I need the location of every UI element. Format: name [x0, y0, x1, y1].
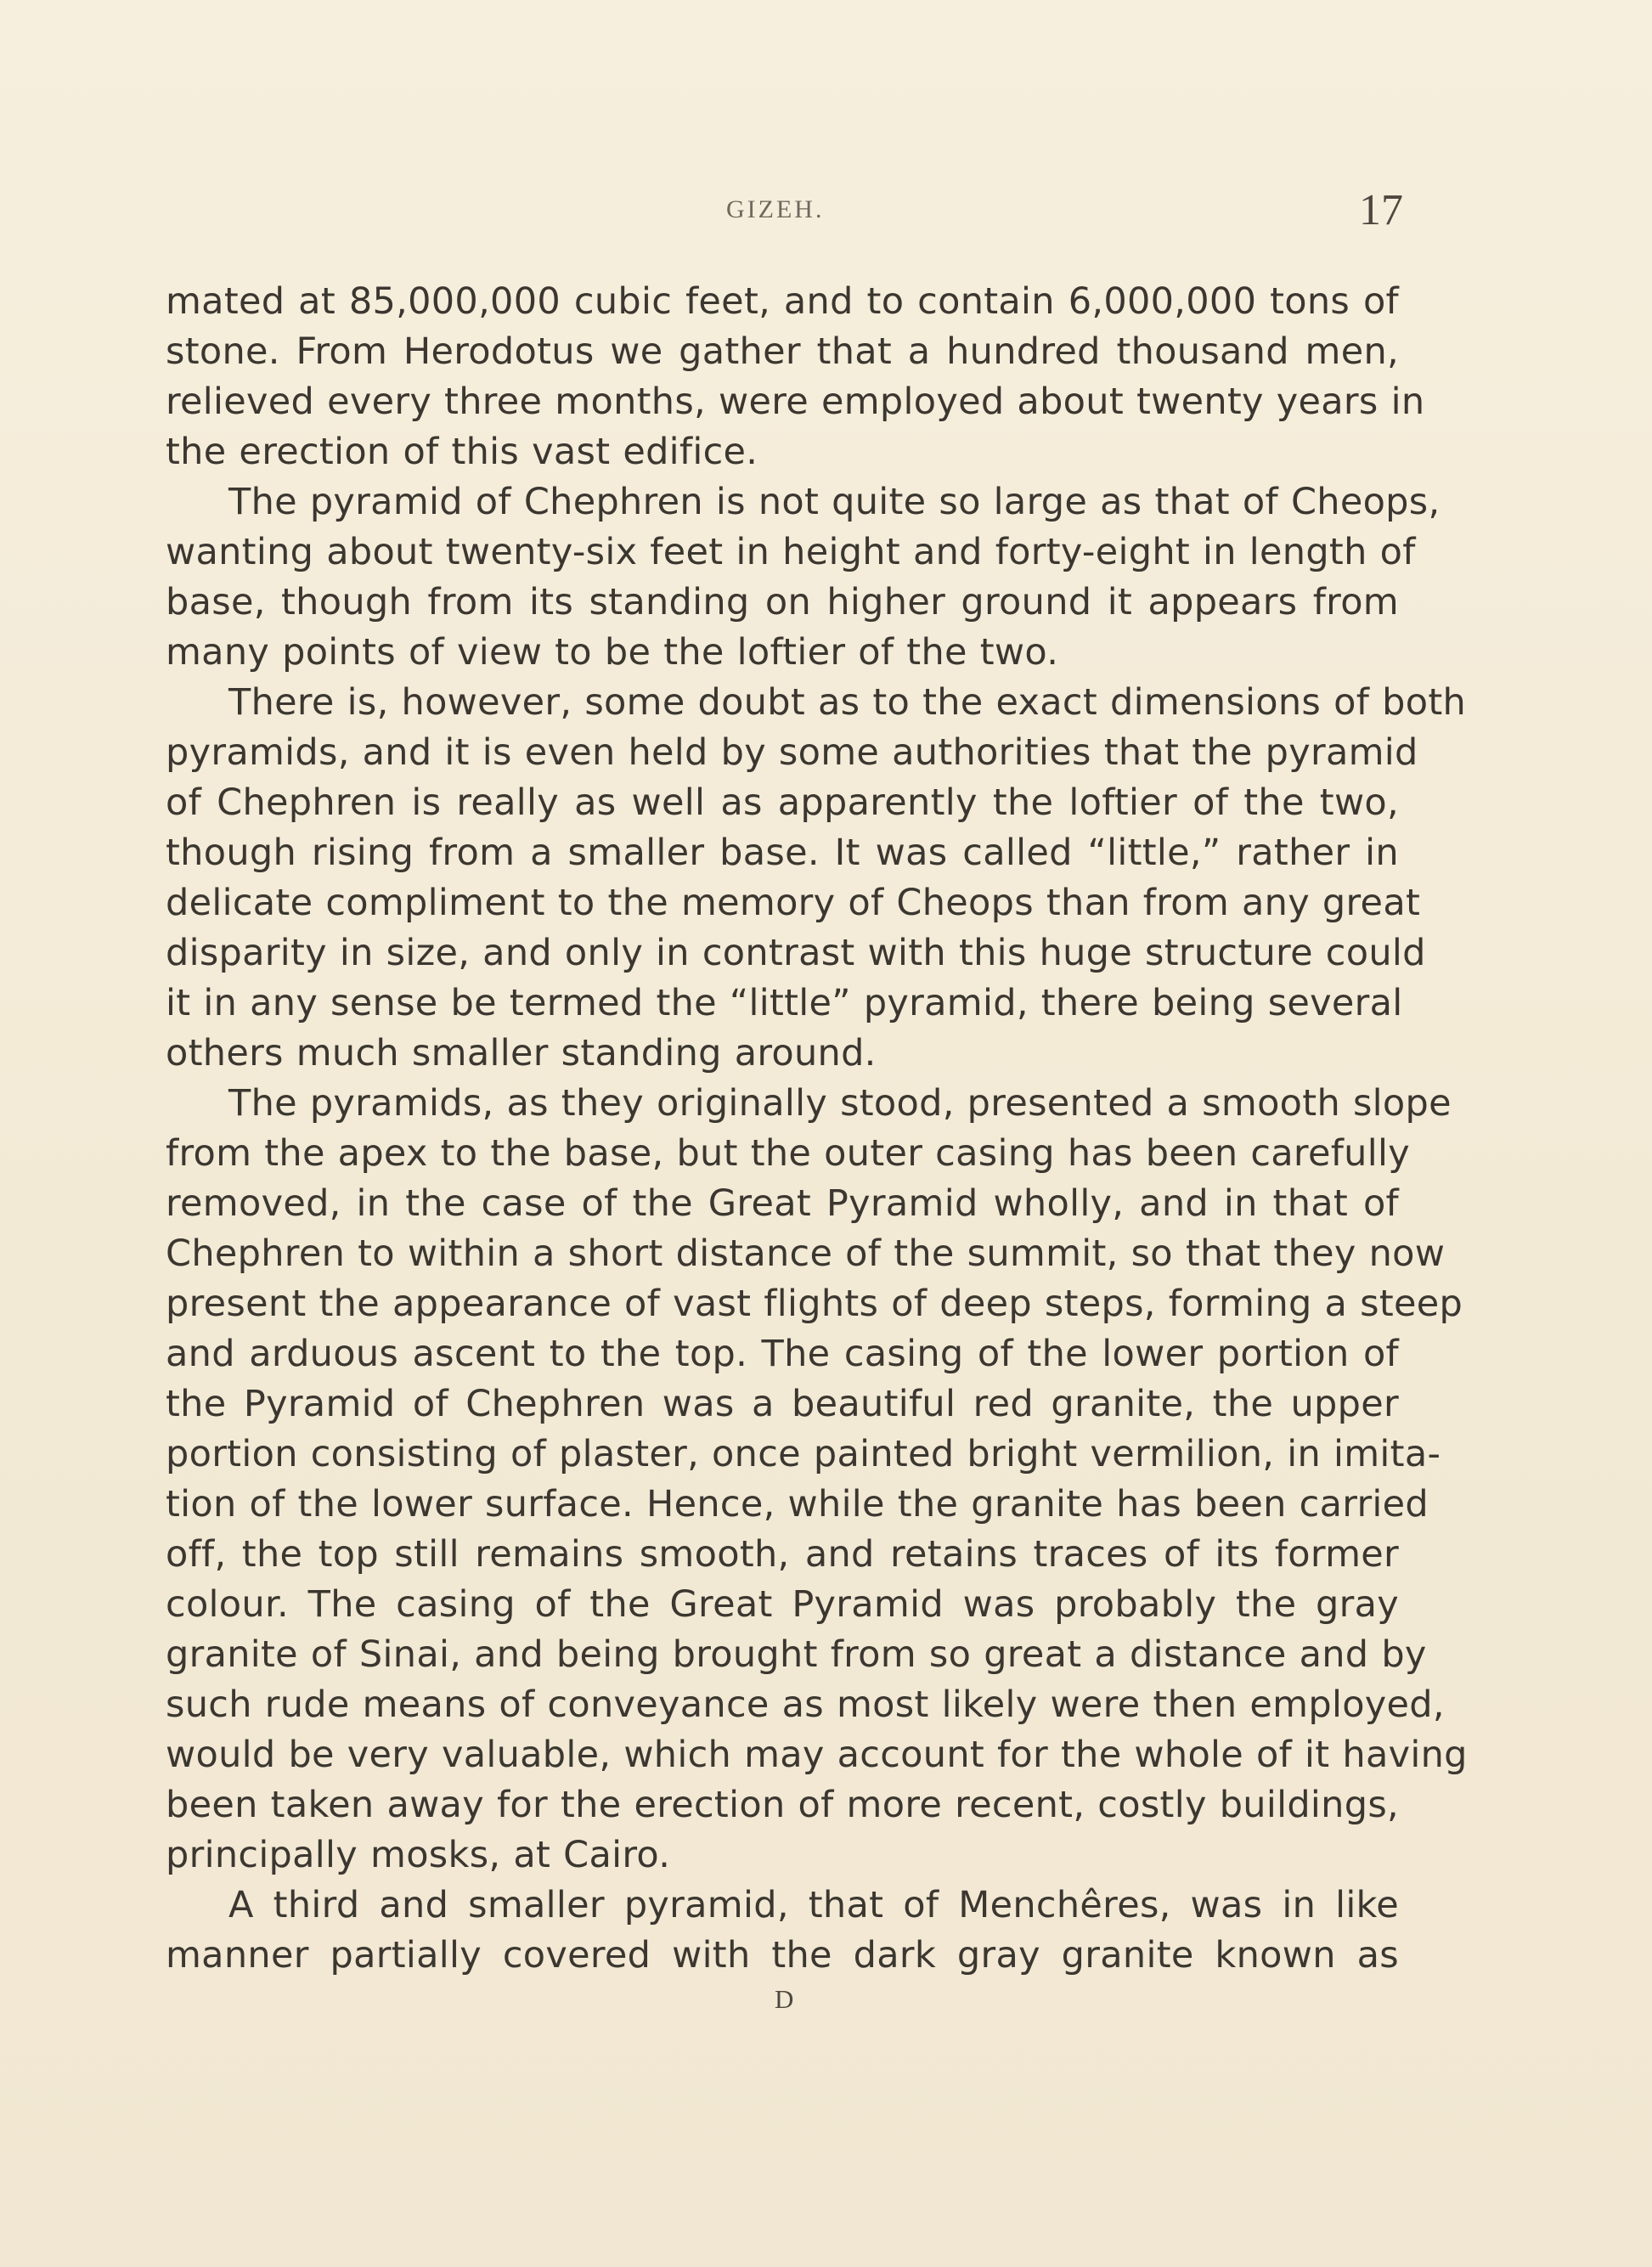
text-line: stone. From Herodotus we gather that a hundred thousand men,: [166, 330, 1399, 373]
text-line: base, though from its standing on higher ground it appears from: [166, 581, 1399, 623]
body-text: [166, 277, 1468, 1981]
running-head: [0, 185, 1652, 236]
text-line: granite of Sinai, and being brought from so great a distance and by: [166, 1633, 1427, 1676]
text-line: present the appearance of vast flights of deep steps, forming a steep: [166, 1283, 1463, 1325]
text-line: though rising from a smaller base. It was called “little,” rather in: [166, 832, 1399, 874]
text-line: The pyramids, as they originally stood, presented a smooth slope: [228, 1082, 1452, 1125]
text-line: removed, in the case of the Great Pyramid wholly, and in that of: [166, 1182, 1399, 1225]
running-head-title: GIZEH.: [726, 195, 825, 223]
text-line: disparity in size, and only in contrast with this huge structure could: [166, 932, 1426, 974]
paragraph-5: [166, 1881, 1399, 1981]
text-line: from the apex to the base, but the outer casing has been carefully: [166, 1132, 1410, 1175]
text-line: delicate compliment to the memory of Cheops than from any great: [166, 882, 1421, 924]
page-number: 17: [1359, 186, 1403, 234]
text-line: A third and smaller pyramid, that of Menchêres, was in like: [228, 1884, 1399, 1926]
text-line: portion consisting of plaster, once painted bright vermilion, in imita-: [166, 1433, 1441, 1475]
text-line: the erection of this vast edifice.: [166, 431, 758, 473]
text-line: principally mosks, at Cairo.: [166, 1834, 671, 1876]
text-line: been taken away for the erection of more recent, costly buildings,: [166, 1784, 1399, 1826]
text-line: pyramids, and it is even held by some authorities that the pyramid: [166, 731, 1418, 774]
text-line: it in any sense be termed the “little” pyramid, there being several: [166, 982, 1403, 1024]
text-line: others much smaller standing around.: [166, 1032, 877, 1074]
text-line: manner partially covered with the dark gray granite known as: [166, 1934, 1399, 1977]
text-line: of Chephren is really as well as apparently the loftier of the two,: [166, 781, 1399, 824]
text-line: wanting about twenty-six feet in height and forty-eight in length of: [166, 531, 1416, 573]
text-line: mated at 85,000,000 cubic feet, and to contain 6,000,000 tons of: [166, 280, 1399, 323]
text-line: colour. The casing of the Great Pyramid was probably the gray: [166, 1583, 1399, 1626]
text-line: The pyramid of Chephren is not quite so large as that of Cheops,: [228, 481, 1441, 523]
text-line: There is, however, some doubt as to the exact dimensions of both: [228, 681, 1467, 724]
paragraph-3: [166, 678, 1467, 1079]
signature-mark: D: [775, 1984, 794, 2014]
text-line: tion of the lower surface. Hence, while the granite has been carried: [166, 1483, 1429, 1525]
text-line: the Pyramid of Chephren was a beautiful red granite, the upper: [166, 1383, 1399, 1425]
paragraph-4: [166, 1079, 1468, 1881]
text-line: many points of view to be the loftier of the two.: [166, 631, 1059, 674]
text-line: and arduous ascent to the top. The casing of the lower portion of: [166, 1333, 1399, 1375]
text-line: relieved every three months, were employed about twenty years in: [166, 381, 1425, 423]
text-line: Chephren to within a short distance of the summit, so that they now: [166, 1232, 1446, 1275]
text-line: off, the top still remains smooth, and retains traces of its former: [166, 1533, 1399, 1576]
paragraph-1: [166, 277, 1425, 477]
text-line: would be very valuable, which may account for the whole of it having: [166, 1734, 1468, 1776]
text-line: such rude means of conveyance as most likely were then employed,: [166, 1683, 1445, 1726]
paragraph-2: [166, 477, 1441, 678]
